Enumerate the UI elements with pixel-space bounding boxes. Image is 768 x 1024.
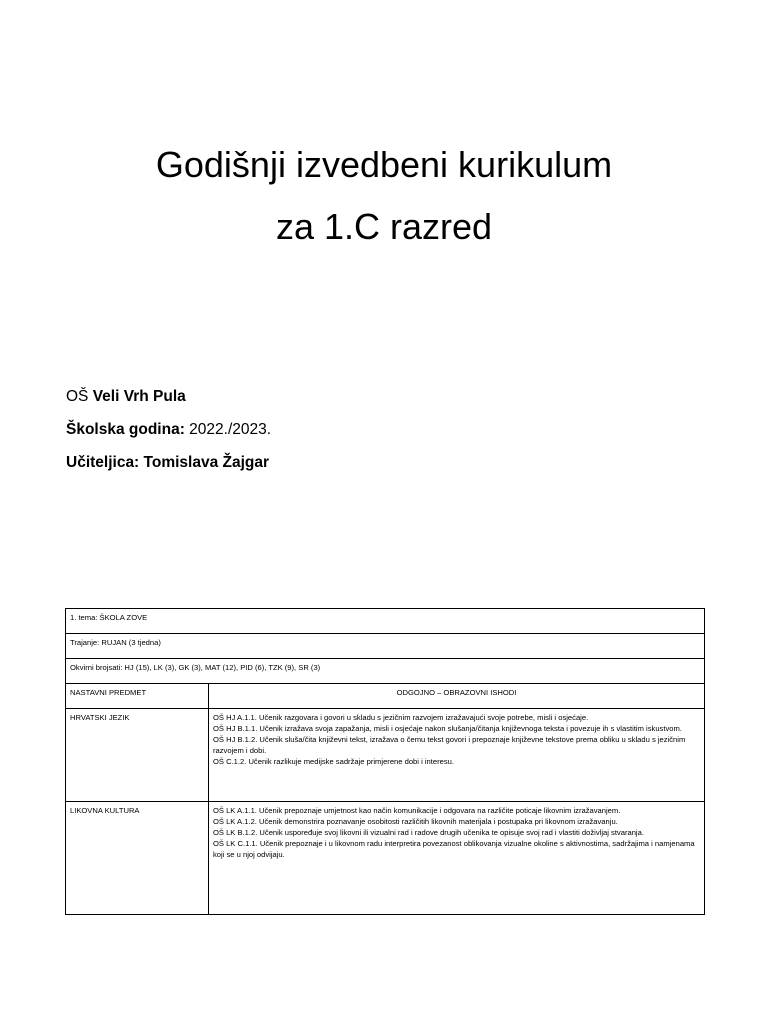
outcome-item: OŠ LK C.1.1. Učenik prepoznaje i u likovnom radu interpretira povezanost oblikovanja vizualne okoline s aktivnostima, sadržajima i namjenama koji se u njoj odvijaju. bbox=[213, 839, 695, 859]
header-subject: NASTAVNI PREDMET bbox=[66, 684, 209, 709]
title-line-2: za 1.C razred bbox=[275, 206, 493, 247]
outcomes-cell bbox=[209, 709, 705, 802]
outcome-item: OŠ LK A.1.2. Učenik demonstrira poznavanje osobitosti različitih likovnih materijala i postupaka pri likovnom izražavanju. bbox=[213, 817, 618, 826]
outcome-item: OŠ LK A.1.1. Učenik prepoznaje umjetnost kao način komunikacije i odgovara na različite poticaje likovnim izražavanjem. bbox=[213, 806, 621, 815]
subject-cell: HRVATSKI JEZIK bbox=[66, 709, 209, 802]
theme-cell: 1. tema: ŠKOLA ZOVE bbox=[66, 609, 705, 634]
table-row bbox=[66, 659, 705, 684]
outcome-item: OŠ HJ A.1.1. Učenik razgovara i govori u skladu s jezičnim razvojem izražavajući svoje potrebe, misli i osjećaje. bbox=[213, 713, 589, 722]
school-name: Veli Vrh Pula bbox=[92, 388, 186, 405]
teacher-line bbox=[66, 446, 271, 479]
outcomes-cell bbox=[209, 802, 705, 915]
school-line bbox=[66, 380, 271, 413]
school-prefix: OŠ bbox=[66, 388, 93, 405]
title-line-1: Godišnji izvedbeni kurikulum bbox=[155, 144, 613, 185]
subject-cell: LIKOVNA KULTURA bbox=[66, 802, 209, 915]
table-row bbox=[66, 709, 705, 802]
outcome-item: OŠ C.1.2. Učenik razlikuje medijske sadržaje primjerene dobi i interesu. bbox=[213, 757, 454, 766]
table-header-row bbox=[66, 684, 705, 709]
table-row bbox=[66, 634, 705, 659]
hours-cell: Okvirni brojsati: HJ (15), LK (3), GK (3), MAT (12), PID (6), TZK (9), SR (3) bbox=[66, 659, 705, 684]
school-year-line bbox=[66, 413, 271, 446]
outcome-item: OŠ LK B.1.2. Učenik uspoređuje svoj likovni ili vizualni rad i radove drugih učenika te opisuje svoj rad i vlastiti doživljaj stvaranja. bbox=[213, 828, 644, 837]
table-row bbox=[66, 609, 705, 634]
duration-cell: Trajanje: RUJAN (3 tjedna) bbox=[66, 634, 705, 659]
document-info bbox=[66, 380, 271, 479]
school-year-value: 2022./2023. bbox=[189, 421, 272, 438]
teacher-label: Učiteljica: Tomislava Žajgar bbox=[66, 454, 270, 471]
table-row bbox=[66, 802, 705, 915]
header-outcomes: ODGOJNO – OBRAZOVNI ISHODI bbox=[209, 684, 705, 709]
school-year-label: Školska godina: bbox=[66, 421, 190, 438]
document-title bbox=[0, 134, 768, 258]
curriculum-table bbox=[65, 608, 705, 915]
outcome-item: OŠ HJ B.1.1. Učenik izražava svoja zapažanja, misli i osjećaje nakon slušanja/čitanja književnoga teksta i povezuje ih s vlastitim iskustvom. bbox=[213, 724, 682, 733]
outcome-item: OŠ HJ B.1.2. Učenik sluša/čita književni tekst, izražava o čemu tekst govori i prepoznaje književne tekstove prema obliku u skladu s jezičnim razvojem i dobi. bbox=[213, 735, 686, 755]
